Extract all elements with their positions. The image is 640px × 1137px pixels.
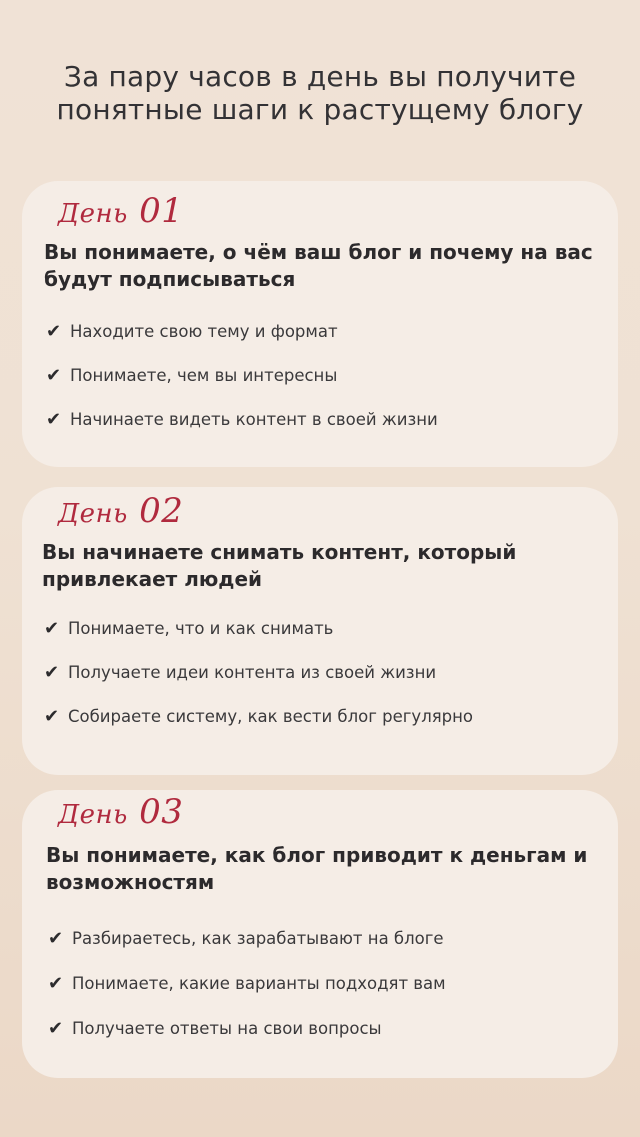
check-icon: ✔ <box>44 617 60 639</box>
day-card-3 <box>22 790 618 1078</box>
day-label <box>58 489 183 536</box>
list-item <box>46 309 438 353</box>
day-label-word: День <box>58 800 128 830</box>
check-icon: ✔ <box>44 661 60 683</box>
day-label <box>58 189 183 236</box>
day-heading: Вы понимаете, о чём ваш блог и почему на вас будут подписываться <box>44 240 593 291</box>
day-heading: Вы понимаете, как блог приводит к деньгам и возможностям <box>46 843 588 894</box>
day-label-number: 01 <box>139 191 184 231</box>
list-item <box>44 694 473 738</box>
day-label-word: День <box>58 199 128 229</box>
list-item-text: Получаете ответы на свои вопросы <box>72 1019 382 1038</box>
check-icon: ✔ <box>48 1018 64 1039</box>
list-item <box>44 650 473 694</box>
day-card-2 <box>22 487 618 775</box>
day-heading: Вы начинаете снимать контент, который привлекает людей <box>42 540 517 591</box>
list-item-text: Получаете идеи контента из своей жизни <box>68 662 437 682</box>
list-item-text: Разбираетесь, как зарабатывают на блоге <box>72 929 444 948</box>
list-item <box>44 606 473 650</box>
list-item-text: Собираете систему, как вести блог регулярно <box>68 706 474 726</box>
check-icon: ✔ <box>46 364 62 386</box>
list-item <box>48 916 446 961</box>
check-icon: ✔ <box>46 320 62 342</box>
check-icon: ✔ <box>48 973 64 994</box>
day-label-word: День <box>58 499 128 529</box>
check-icon: ✔ <box>48 928 64 949</box>
check-icon: ✔ <box>44 705 60 727</box>
benefit-list <box>46 309 438 441</box>
list-item <box>46 353 438 397</box>
list-item-text: Понимаете, чем вы интересны <box>70 365 338 385</box>
page-title-line-1: За пару часов в день вы получите <box>63 60 577 93</box>
list-item-text: Находите свою тему и формат <box>70 321 338 341</box>
benefit-list <box>48 916 446 1051</box>
list-item <box>48 1006 446 1051</box>
day-card-1 <box>22 181 618 467</box>
list-item-text: Начинаете видеть контент в своей жизни <box>70 409 438 429</box>
page-title-line-2: понятные шаги к растущему блогу <box>56 93 584 126</box>
day-label-number: 02 <box>139 491 184 531</box>
benefit-list <box>44 606 473 738</box>
day-label <box>58 790 183 837</box>
page-title <box>0 60 640 126</box>
list-item-text: Понимаете, что и как снимать <box>68 618 334 638</box>
list-item <box>48 961 446 1006</box>
day-label-number: 03 <box>139 792 184 832</box>
list-item-text: Понимаете, какие варианты подходят вам <box>72 974 446 993</box>
list-item <box>46 397 438 441</box>
check-icon: ✔ <box>46 408 62 430</box>
